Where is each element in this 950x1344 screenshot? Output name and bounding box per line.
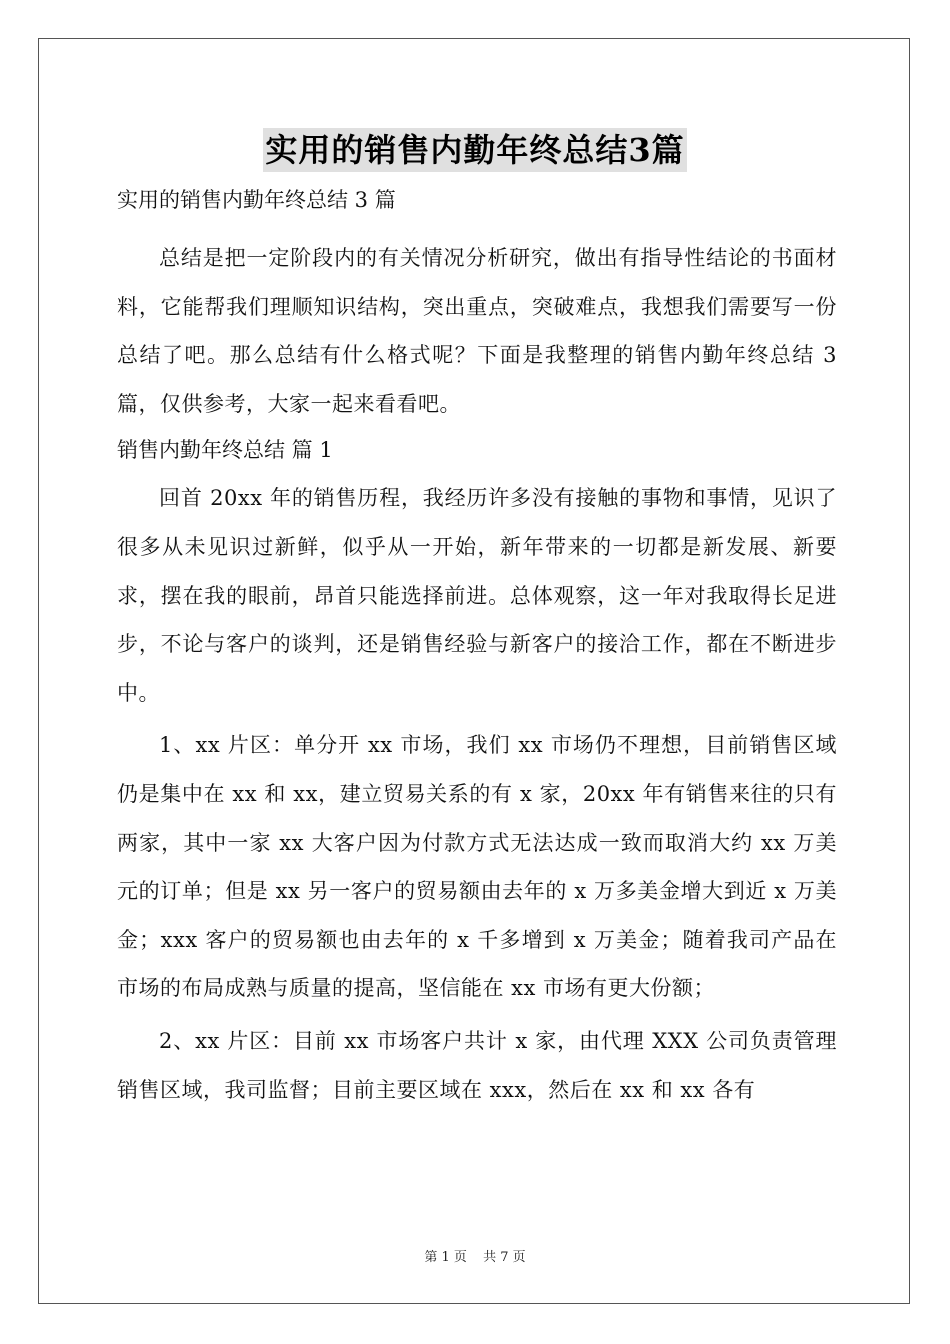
document-title: 实用的销售内勤年终总结3篇 [263, 128, 686, 172]
intro-paragraph: 总结是把一定阶段内的有关情况分析研究，做出有指导性结论的书面材料，它能帮我们理顺知识结构，突出重点，突破难点，我想我们需要写一份总结了吧。那么总结有什么格式呢？下面是我整理的销售内勤年终总结 3 篇，仅供参考，大家一起来看看吧。 [117, 246, 837, 416]
body-paragraph: 1、xx 片区：单分开 xx 市场，我们 xx 市场仍不理想，目前销售区域仍是集中在 xx 和 xx，建立贸易关系的有 x 家，20xx 年有销售来往的只有两家，其中一家 xx 大客户因为付款方式无法达成一致而取消大约 xx 万美元的订单；但是 xx 另一客户的贸易额由去年的 x 万多美金增大到近 x 万美金；xxx 客户的贸易额也由去年的 x 千多增到 x 万美金；随着我司产品在市场的布局成熟与质量的提高，坚信能在 xx 市场有更大份额； [117, 733, 837, 1001]
page-footer [0, 1246, 950, 1265]
body-paragraph: 回首 20xx 年的销售历程，我经历许多没有接触的事物和事情，见识了很多从未见识过新鲜，似乎从一开始，新年带来的一切都是新发展、新要求，摆在我的眼前，昂首只能选择前进。总体观察，这一年对我取得长足进步，不论与客户的谈判，还是销售经验与新客户的接洽工作，都在不断进步中。 [117, 486, 837, 705]
title-wrap [0, 128, 950, 172]
document-body [117, 180, 837, 1114]
page-number: 第 1 页 [424, 1250, 467, 1265]
section-heading: 销售内勤年终总结 篇 1 [117, 438, 333, 463]
body-paragraph: 2、xx 片区：目前 xx 市场客户共计 x 家，由代理 XXX 公司负责管理销售区域，我司监督；目前主要区域在 xxx，然后在 xx 和 xx 各有 [117, 1028, 837, 1102]
document-subtitle: 实用的销售内勤年终总结 3 篇 [117, 188, 396, 212]
page-total: 共 7 页 [483, 1250, 526, 1265]
